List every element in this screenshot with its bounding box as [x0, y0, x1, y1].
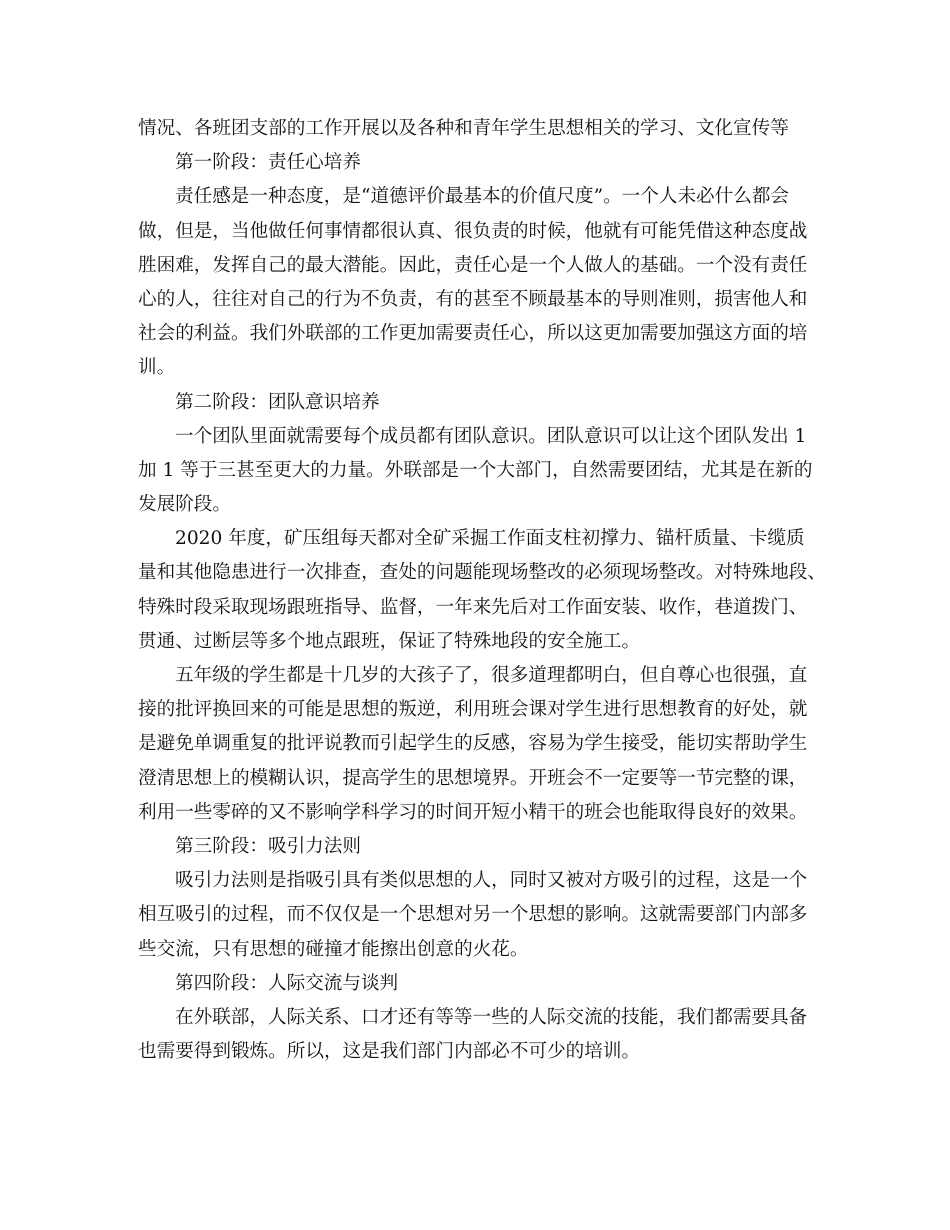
paragraph-line-indented: 第三阶段：吸引力法则 [175, 835, 361, 857]
paragraph-line-indented: 第一阶段：责任心培养 [175, 152, 361, 174]
paragraph-line: 训。 [138, 357, 176, 379]
paragraph-line: 是避免单调重复的批评说教而引起学生的反感，容易为学生接受，能切实帮助学生 [138, 733, 808, 755]
paragraph-line: 接的批评换回来的可能是思想的叛逆，利用班会课对学生进行思想教育的好处，就 [138, 699, 808, 721]
paragraph-line-indented: 五年级的学生都是十几岁的大孩子了，很多道理都明白，但自尊心也很强，直 [175, 665, 808, 686]
paragraph-line: 贯通、过断层等多个地点跟班，保证了特殊地段的安全施工。 [138, 630, 641, 652]
paragraph-line: 社会的利益。我们外联部的工作更加需要责任心，所以这更加需要加强这方面的培 [138, 323, 808, 345]
paragraph-line: 量和其他隐患进行一次排查，查处的问题能现场整改的必须现场整改。对特殊地段、 [138, 562, 826, 584]
paragraph-line: 发展阶段。 [138, 494, 231, 516]
paragraph-line-indented: 吸引力法则是指吸引具有类似思想的人，同时又被对方吸引的过程，这是一个 [175, 870, 808, 892]
document-body [138, 112, 828, 1069]
paragraph-line: 心的人，往往对自己的行为不负责，有的甚至不顾最基本的导则准则，损害他人和 [138, 288, 808, 310]
paragraph-line-indented: 一个团队里面就需要每个成员都有团队意识。团队意识可以让这个团队发出 1 [175, 425, 807, 447]
paragraph-line: 利用一些零碎的又不影响学科学习的时间开短小精干的班会也能取得良好的效果。 [138, 801, 808, 823]
paragraph-line: 也需要得到锻炼。所以，这是我们部门内部必不可少的培训。 [138, 1041, 641, 1063]
paragraph-line: 加 1 等于三甚至更大的力量。外联部是一个大部门，自然需要团结，尤其是在新的 [138, 459, 813, 481]
paragraph-line-indented: 第四阶段：人际交流与谈判 [175, 972, 399, 994]
paragraph-line: 胜困难，发挥自己的最大潜能。因此，责任心是一个人做人的基础。一个没有责任 [138, 254, 808, 276]
paragraph-line-indented: 在外联部，人际关系、口才还有等等一些的人际交流的技能，我们都需要具备 [175, 1006, 808, 1028]
paragraph-line: 做，但是，当他做任何事情都很认真、很负责的时候，他就有可能凭借这种态度战 [138, 220, 808, 242]
paragraph-line-indented: 第二阶段：团队意识培养 [175, 391, 380, 413]
paragraph-line-indented: 2020 年度，矿压组每天都对全矿采掘工作面支柱初撑力、锚杆质量、卡缆质 [175, 528, 805, 550]
paragraph-line: 相互吸引的过程，而不仅仅是一个思想对另一个思想的影响。这就需要部门内部多 [138, 904, 808, 926]
paragraph-line: 澄清思想上的模糊认识，提高学生的思想境界。开班会不一定要等一节完整的课， [138, 767, 808, 789]
paragraph-line-indented: 责任感是一种态度，是“道德评价最基本的价值尺度”。一个人未必什么都会 [175, 186, 790, 208]
paragraph-line: 些交流，只有思想的碰撞才能擦出创意的火花。 [138, 938, 529, 960]
paragraph-line: 特殊时段采取现场跟班指导、监督，一年来先后对工作面安装、收作，巷道拨门、 [138, 596, 808, 618]
paragraph-line: 情况、各班团支部的工作开展以及各种和青年学生思想相关的学习、文化宣传等 [138, 118, 789, 139]
